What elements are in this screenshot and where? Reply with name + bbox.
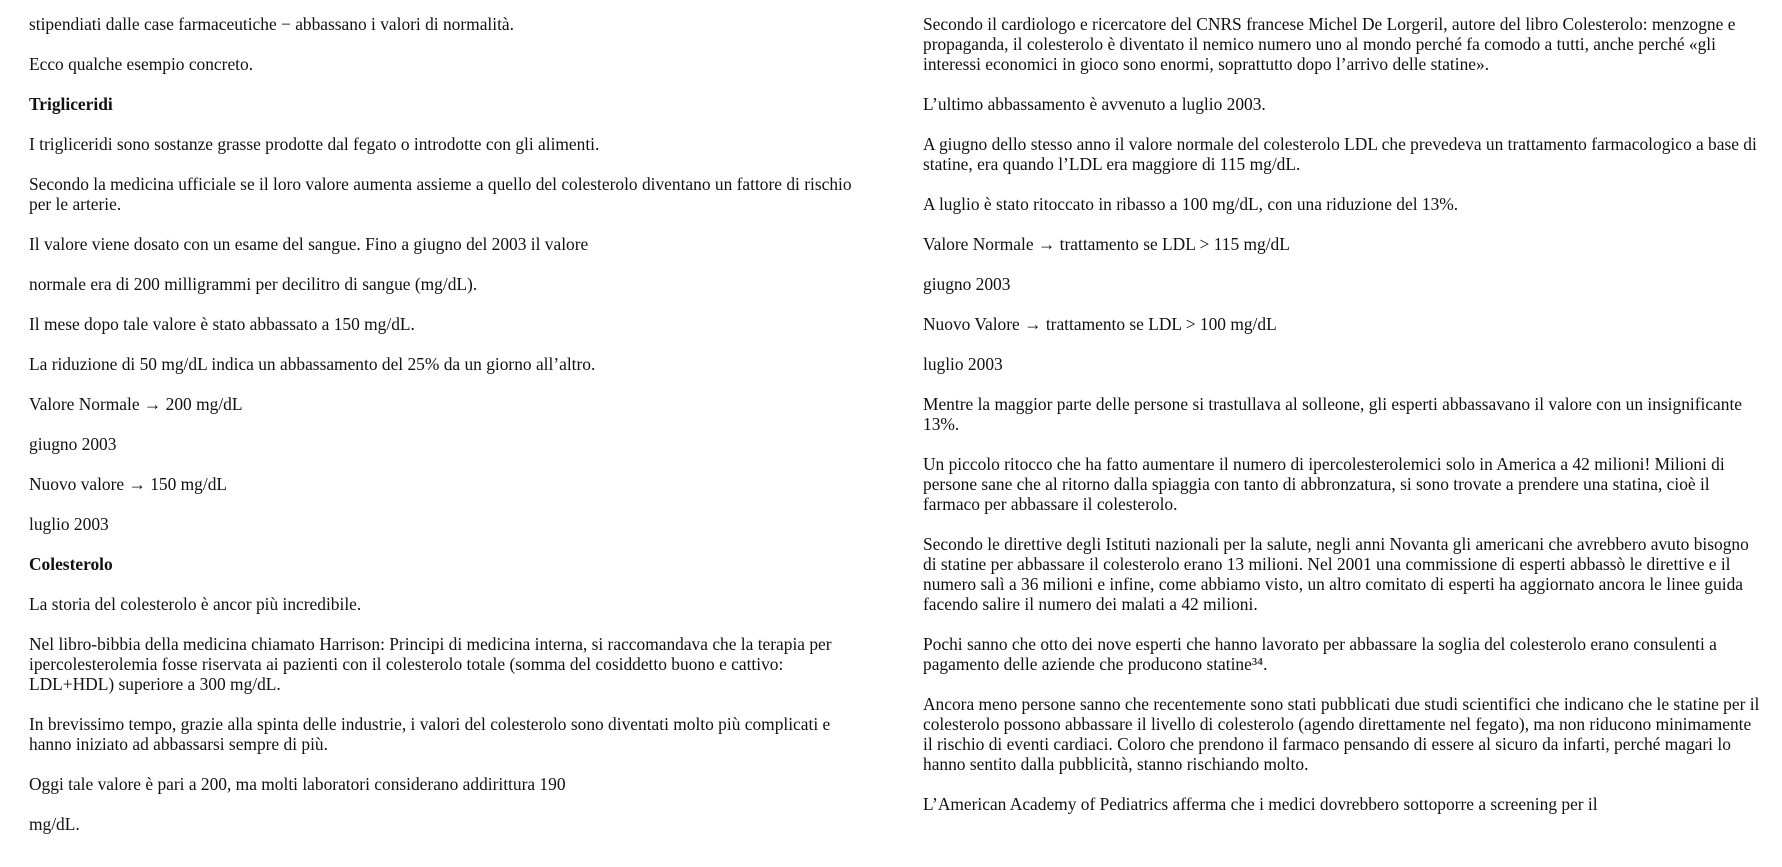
paragraph: Nuovo valore → 150 mg/dL [29, 474, 228, 494]
paragraph: Secondo il cardiologo e ricercatore del CNRS francese Michel De Lorgeril, autore del libro Colesterolo: menzogne e propaganda, il colesterolo è diventato il nemico numero uno al mondo perché fa comodo a tutti, anche perché «gli interessi economici in gioco sono enormi, soprattutto dopo l’arrivo delle statine». [923, 14, 1736, 74]
paragraph: Il valore viene dosato con un esame del sangue. Fino a giugno del 2003 il valore [29, 234, 589, 254]
paragraph: In brevissimo tempo, grazie alla spinta delle industrie, i valori del colesterolo sono diventati molto più complicati e hanno iniziato ad abbassarsi sempre di più. [29, 714, 831, 754]
paragraph: Nel libro-bibbia della medicina chiamato Harrison: Principi di medicina interna, si raccomandava che la terapia per ipercolesterolemia fosse riservata ai pazienti con il colesterolo totale (somma del cosiddetto buono e cattivo: LDL+HDL) superiore a 300 mg/dL. [29, 634, 832, 694]
paragraph: Mentre la maggior parte delle persone si trastullava al solleone, gli esperti abbassavano il valore con un insignificante 13%. [923, 394, 1743, 434]
paragraph: Valore Normale → trattamento se LDL > 115 mg/dL [923, 234, 1290, 254]
paragraph: giugno 2003 [29, 434, 117, 454]
paragraph: Secondo le direttive degli Istituti nazionali per la salute, negli anni Novanta gli americani che avrebbero avuto bisogno di statine per abbassare il colesterolo erano 13 milioni. Nel 2001 una commissione di esperti abbassò le direttive e il numero salì a 36 milioni e infine, come abbiamo visto, un altro comitato di esperti ha aggiornato ancora le linee guida facendo salire il numero dei malati a 42 milioni. [923, 534, 1749, 614]
paragraph: Secondo la medicina ufficiale se il loro valore aumenta assieme a quello del colesterolo diventano un fattore di rischio per le arterie. [29, 174, 852, 214]
paragraph: L’American Academy of Pediatrics afferma che i medici dovrebbero sottoporre a screening per il [923, 794, 1598, 814]
paragraph: Pochi sanno che otto dei nove esperti che hanno lavorato per abbassare la soglia del colesterolo erano consulenti a pagamento delle aziende che producono statine³⁴. [923, 634, 1717, 674]
paragraph: Ancora meno persone sanno che recentemente sono stati pubblicati due studi scientifici che indicano che le statine per il colesterolo possono abbassare il livello di colesterolo (agendo direttamente nel fegato), ma non riducono minimamente il rischio di eventi cardiaci. Coloro che prendono il farmaco pensando di essere al sicuro da infarti, perché magari lo hanno sentito dalla pubblicità, stanno rischiando molto. [923, 694, 1760, 774]
paragraph: Un piccolo ritocco che ha fatto aumentare il numero di ipercolesterolemici solo in America a 42 milioni! Milioni di persone sane che al ritorno dalla spiaggia con tanto di abbronzatura, si sono trovate a prendere una statina, cioè il farmaco per abbassare il colesterolo. [923, 454, 1725, 514]
paragraph: La storia del colesterolo è ancor più incredibile. [29, 594, 362, 614]
paragraph: Il mese dopo tale valore è stato abbassato a 150 mg/dL. [29, 314, 415, 334]
paragraph: Nuovo Valore → trattamento se LDL > 100 mg/dL [923, 314, 1277, 334]
paragraph: mg/dL. [29, 814, 80, 834]
paragraph: Valore Normale → 200 mg/dL [29, 394, 243, 414]
section-heading: Trigliceridi [29, 94, 113, 114]
paragraph: giugno 2003 [923, 274, 1011, 294]
paragraph: normale era di 200 milligrammi per decilitro di sangue (mg/dL). [29, 274, 478, 294]
paragraph: Ecco qualche esempio concreto. [29, 54, 254, 74]
paragraph: I trigliceridi sono sostanze grasse prodotte dal fegato o introdotte con gli alimenti. [29, 134, 600, 154]
paragraph: A giugno dello stesso anno il valore normale del colesterolo LDL che prevedeva un trattamento farmacologico a base di statine, era quando l’LDL era maggiore di 115 mg/dL. [923, 134, 1757, 174]
paragraph: luglio 2003 [923, 354, 1003, 374]
paragraph: L’ultimo abbassamento è avvenuto a luglio 2003. [923, 94, 1266, 114]
paragraph: La riduzione di 50 mg/dL indica un abbassamento del 25% da un giorno all’altro. [29, 354, 596, 374]
paragraph: stipendiati dalle case farmaceutiche − abbassano i valori di normalità. [29, 14, 514, 34]
paragraph: Oggi tale valore è pari a 200, ma molti laboratori considerano addirittura 190 [29, 774, 566, 794]
paragraph: A luglio è stato ritoccato in ribasso a 100 mg/dL, con una riduzione del 13%. [923, 194, 1459, 214]
right-column [923, 14, 1763, 834]
left-column [29, 14, 867, 854]
section-heading: Colesterolo [29, 554, 113, 574]
paragraph: luglio 2003 [29, 514, 109, 534]
